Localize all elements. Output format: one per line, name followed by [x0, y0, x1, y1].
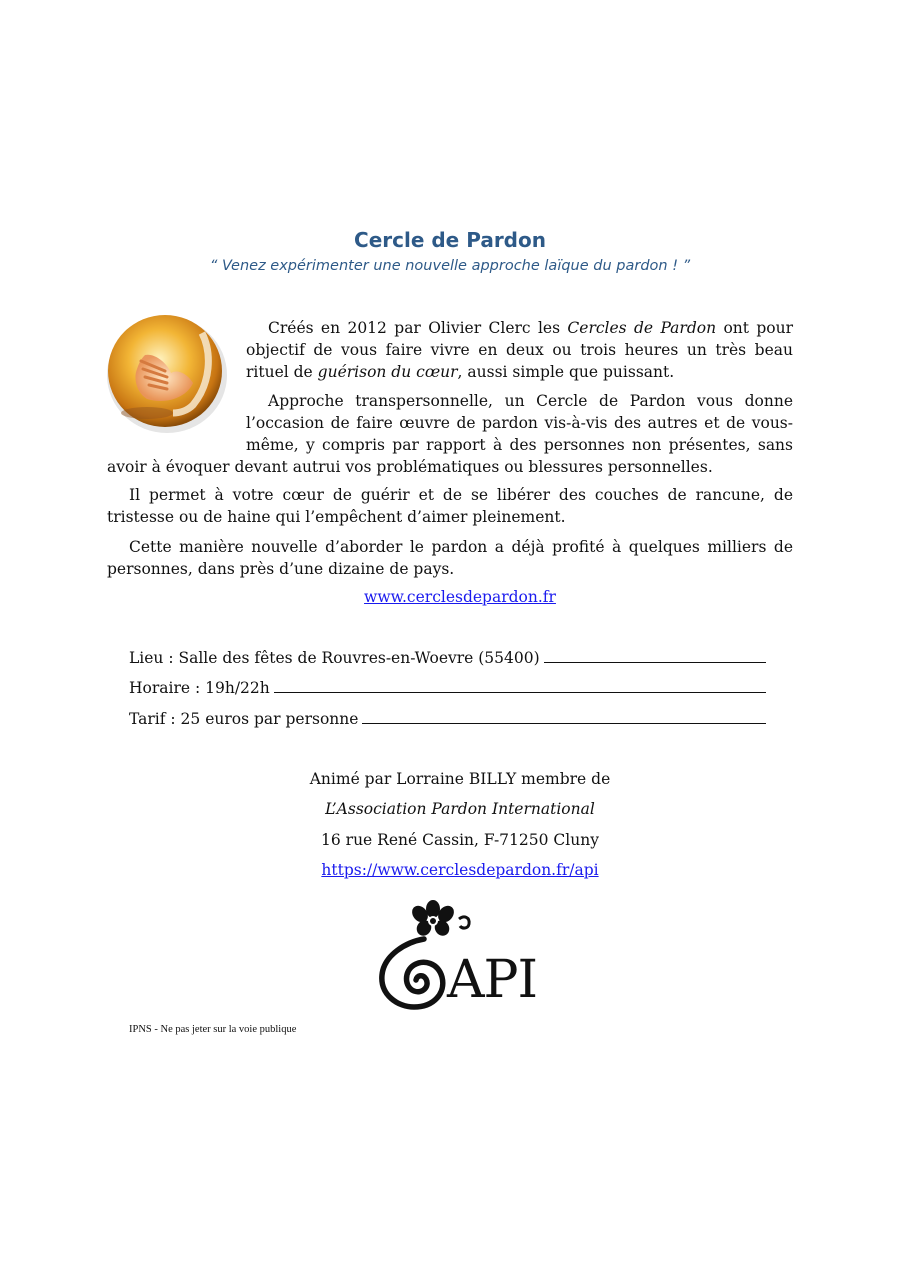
intro-paragraph-2: Approche transpersonnelle, un Cercle de Pardon vous donne l’occasion de faire œuvre de pardon vis-à-vis des autres et de vous-même, y compris par rapport à des personnes non présentes, sans avoir à évoquer devant autrui vos problématiques ou blessures personnelles. — [107, 392, 793, 476]
fill-line — [274, 692, 766, 693]
intro-paragraph-3: Il permet à votre cœur de guérir et de se libérer des couches de rancune, de tristesse ou de haine qui l’empêchent d’aimer pleinement. — [107, 486, 793, 526]
organizer-url-wrap — [0, 861, 900, 879]
page-title: Cercle de Pardon — [354, 228, 546, 252]
intro-text: Créés en 2012 par Olivier Clerc les — [268, 319, 568, 337]
location-row — [129, 649, 766, 667]
organizer-line-1: Animé par Lorraine BILLY membre de — [309, 770, 611, 788]
price-text: Tarif : 25 euros par personne — [129, 710, 359, 728]
fill-line — [544, 662, 766, 663]
footer-note: IPNS - Ne pas jeter sur la voie publique — [129, 1024, 297, 1035]
page-subtitle: “ Venez expérimenter une nouvelle approche laïque du pardon ! ” — [209, 258, 691, 274]
organizer-url-link[interactable]: https://www.cerclesdepardon.fr/api — [321, 861, 599, 879]
intro-paragraph-2-wrap — [107, 390, 793, 478]
schedule-row — [129, 679, 766, 697]
organizer-address: 16 rue René Cassin, F-71250 Cluny — [321, 831, 599, 849]
api-logo-text: API — [447, 950, 538, 1010]
schedule-text: Horaire : 19h/22h — [129, 679, 270, 697]
organizer-association: L’Association Pardon International — [325, 800, 595, 818]
price-row — [129, 710, 766, 728]
intro-text: , aussi simple que puissant. — [457, 363, 675, 381]
intro-paragraph-4: Cette manière nouvelle d’aborder le pardon a déjà profité à quelques milliers de personnes, dans près d’une dizaine de pays. — [107, 538, 793, 578]
intro-paragraph-1 — [246, 317, 793, 383]
fill-line — [362, 723, 766, 724]
intro-emphasis: guérison du cœur — [317, 363, 458, 381]
website-link[interactable]: www.cerclesdepardon.fr — [364, 588, 556, 606]
intro-text: ont pour objectif de vous faire vivre en deux ou trois heures un très beau rituel de — [246, 319, 794, 381]
location-text: Lieu : Salle des fêtes de Rouvres-en-Woevre (55400) — [129, 649, 540, 667]
intro-emphasis: Cercles de Pardon — [567, 319, 717, 337]
website-wrap — [0, 588, 900, 606]
